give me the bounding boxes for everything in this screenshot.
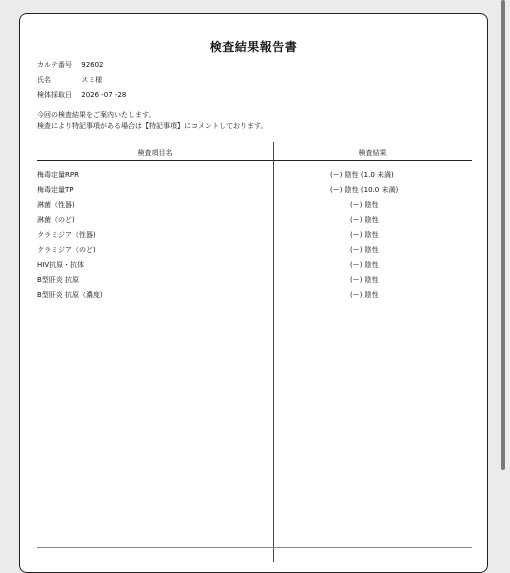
table-bottom-rule [37, 547, 472, 548]
table-row [37, 260, 472, 272]
table-row [37, 215, 472, 227]
test-result: (ー) 陰性 (10.0 未満) [330, 186, 399, 194]
test-item-name: 淋菌（のど) [37, 216, 75, 224]
test-item-name: 淋菌（性器) [37, 201, 75, 209]
chart-number-value: 92602 [81, 61, 104, 69]
test-item-name: HIV抗原・抗体 [37, 261, 85, 269]
patient-name-row [37, 75, 102, 85]
header-result: 検査結果 [358, 149, 387, 157]
test-result: (ー) 陰性 [350, 246, 379, 254]
table-row [37, 245, 472, 257]
report-title: 検査結果報告書 [209, 40, 298, 54]
sample-date-value: 2026 -07 -28 [81, 91, 127, 99]
test-result: (ー) 陰性 [350, 276, 379, 284]
report-page [19, 13, 488, 573]
message-line-2: 検査により特記事項がある場合は【特記事項】にコメントしております。 [37, 122, 268, 130]
test-item-name: B型肝炎 抗原 [37, 276, 80, 284]
test-item-name: クラミジア（のど) [37, 246, 96, 254]
test-result: (ー) 陰性 [350, 216, 379, 224]
message-line-1: 今回の検査結果をご案内いたします。 [37, 111, 156, 119]
table-row [37, 290, 472, 302]
patient-name-value: スミ様 [81, 76, 103, 84]
test-result: (ー) 陰性 [350, 291, 379, 299]
sample-date-label: 検体採取日 [37, 91, 72, 99]
test-item-name: 梅毒定量TP [37, 186, 74, 194]
test-result: (ー) 陰性 [350, 201, 379, 209]
table-header [37, 144, 472, 161]
test-item-name: クラミジア（性器) [37, 231, 96, 239]
chart-number-label: カルテ番号 [37, 61, 72, 69]
table-row [37, 200, 472, 212]
test-result: (ー) 陰性 (1.0 未満) [330, 171, 394, 179]
table-row [37, 230, 472, 242]
table-row [37, 170, 472, 182]
chart-number-row [37, 60, 104, 70]
test-item-name: B型肝炎 抗原（濃度) [37, 291, 103, 299]
test-result: (ー) 陰性 [350, 261, 379, 269]
patient-name-label: 氏名 [37, 76, 51, 84]
table-row [37, 275, 472, 287]
test-item-name: 梅毒定量RPR [37, 171, 79, 179]
sample-date-row [37, 90, 126, 100]
vertical-scrollbar[interactable] [501, 0, 505, 470]
test-result: (ー) 陰性 [350, 231, 379, 239]
header-item-name: 検査項目名 [137, 149, 173, 157]
table-row [37, 185, 472, 197]
